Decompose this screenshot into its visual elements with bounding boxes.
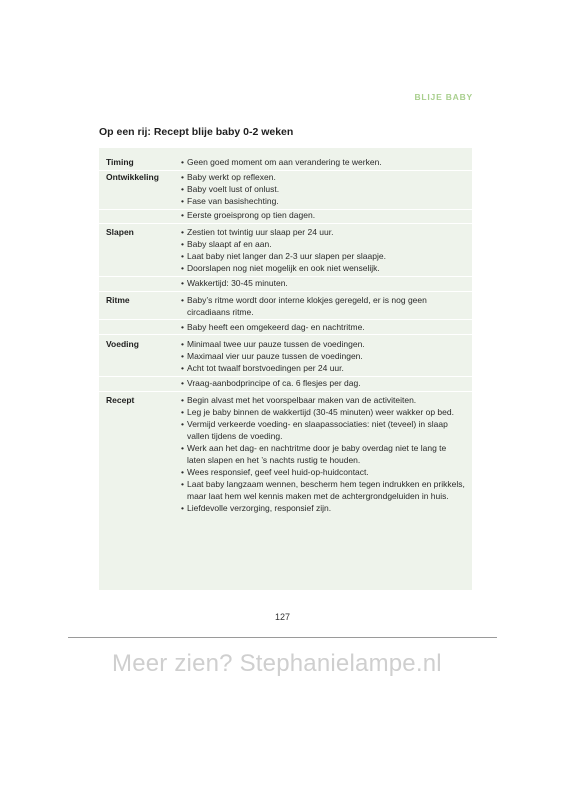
- table-row-ontwikkeling: [99, 171, 472, 221]
- section-title: Op een rij: Recept blije baby 0-2 weken: [99, 126, 294, 138]
- bullet-icon: •: [181, 363, 184, 373]
- bullet-icon: •: [181, 339, 184, 349]
- list-item: • Vraag-aanbodprincipe of ca. 6 flesjes per dag.: [178, 377, 472, 389]
- bullet-icon: •: [181, 351, 184, 361]
- bullet-icon: •: [181, 467, 184, 477]
- list-item: • Laat baby langzaam wennen, bescherm hem tegen indrukken en prikkels, maar laat hem wel kennis maken met de achtergrondgeluiden in huis.: [178, 478, 472, 502]
- row-label: Ontwikkeling: [106, 172, 159, 182]
- bullet-icon: •: [181, 479, 184, 489]
- table-row-timing: [99, 156, 472, 168]
- list-item: • Baby heeft een omgekeerd dag- en nachtritme.: [178, 321, 472, 333]
- bullet-icon: •: [181, 378, 184, 388]
- row-divider: [99, 291, 472, 292]
- bullet-icon: •: [181, 239, 184, 249]
- table-row-voeding: [99, 338, 472, 389]
- list-item: • Doorslapen nog niet mogelijk en ook niet wenselijk.: [178, 262, 472, 274]
- subrow-divider: [99, 209, 472, 210]
- list-item: • Baby voelt lust of onlust.: [178, 183, 472, 195]
- bullet-icon: •: [181, 172, 184, 182]
- running-header: BLIJE BABY: [414, 92, 473, 102]
- footer-divider: [68, 637, 497, 638]
- subrow-divider: [99, 319, 472, 320]
- bullet-icon: •: [181, 407, 184, 417]
- bullet-icon: •: [181, 251, 184, 261]
- watermark: Meer zien? Stephanielampe.nl: [112, 650, 442, 677]
- list-item: • Geen goed moment om aan verandering te werken.: [178, 156, 472, 168]
- list-item: • Wees responsief, geef veel huid-op-huidcontact.: [178, 466, 472, 478]
- list-item: • Vermijd verkeerde voeding- en slaapassociaties: niet (teveel) in slaap vallen tijdens de voeding.: [178, 418, 472, 442]
- bullet-icon: •: [181, 227, 184, 237]
- list-item: • Zestien tot twintig uur slaap per 24 uur.: [178, 226, 472, 238]
- subrow-divider: [99, 276, 472, 277]
- bullet-icon: •: [181, 157, 184, 167]
- bullet-icon: •: [181, 419, 184, 429]
- list-item: • Wakkertijd: 30-45 minuten.: [178, 277, 472, 289]
- bullet-icon: •: [181, 395, 184, 405]
- bullet-icon: •: [181, 503, 184, 513]
- bullet-icon: •: [181, 210, 184, 220]
- list-item: • Baby’s ritme wordt door interne klokjes geregeld, er is nog geen circadiaans ritme.: [178, 294, 472, 318]
- page-number: 127: [274, 612, 291, 622]
- subrow-divider: [99, 376, 472, 377]
- list-item: • Begin alvast met het voorspelbaar maken van de activiteiten.: [178, 394, 472, 406]
- bullet-icon: •: [181, 278, 184, 288]
- row-label: Recept: [106, 395, 135, 405]
- list-item: • Fase van basishechting.: [178, 195, 472, 207]
- list-item: • Baby slaapt af en aan.: [178, 238, 472, 250]
- list-item: • Baby werkt op reflexen.: [178, 171, 472, 183]
- row-label: Slapen: [106, 227, 134, 237]
- row-label: Ritme: [106, 295, 130, 305]
- row-label: Voeding: [106, 339, 139, 349]
- row-label: Timing: [106, 157, 134, 167]
- table-row-recept: [99, 394, 472, 514]
- row-divider: [99, 391, 472, 392]
- bullet-icon: •: [181, 295, 184, 305]
- list-item: • Liefdevolle verzorging, responsief zijn.: [178, 502, 472, 514]
- table-row-slapen: [99, 226, 472, 289]
- list-item: • Leg je baby binnen de wakkertijd (30-45 minuten) weer wakker op bed.: [178, 406, 472, 418]
- list-item: • Acht tot twaalf borstvoedingen per 24 uur.: [178, 362, 472, 374]
- list-item: • Werk aan het dag- en nachtritme door je baby overdag niet te lang te laten slapen en het ’s nachts rustig te houden.: [178, 442, 472, 466]
- table-row-ritme: [99, 294, 472, 333]
- bullet-icon: •: [181, 443, 184, 453]
- bullet-icon: •: [181, 184, 184, 194]
- bullet-icon: •: [181, 196, 184, 206]
- list-item: • Eerste groeisprong op tien dagen.: [178, 209, 472, 221]
- summary-table: [99, 148, 472, 590]
- bullet-icon: •: [181, 322, 184, 332]
- list-item: • Minimaal twee uur pauze tussen de voedingen.: [178, 338, 472, 350]
- list-item: • Laat baby niet langer dan 2-3 uur slapen per slaapje.: [178, 250, 472, 262]
- row-divider: [99, 334, 472, 335]
- bullet-icon: •: [181, 263, 184, 273]
- list-item: • Maximaal vier uur pauze tussen de voedingen.: [178, 350, 472, 362]
- row-divider: [99, 223, 472, 224]
